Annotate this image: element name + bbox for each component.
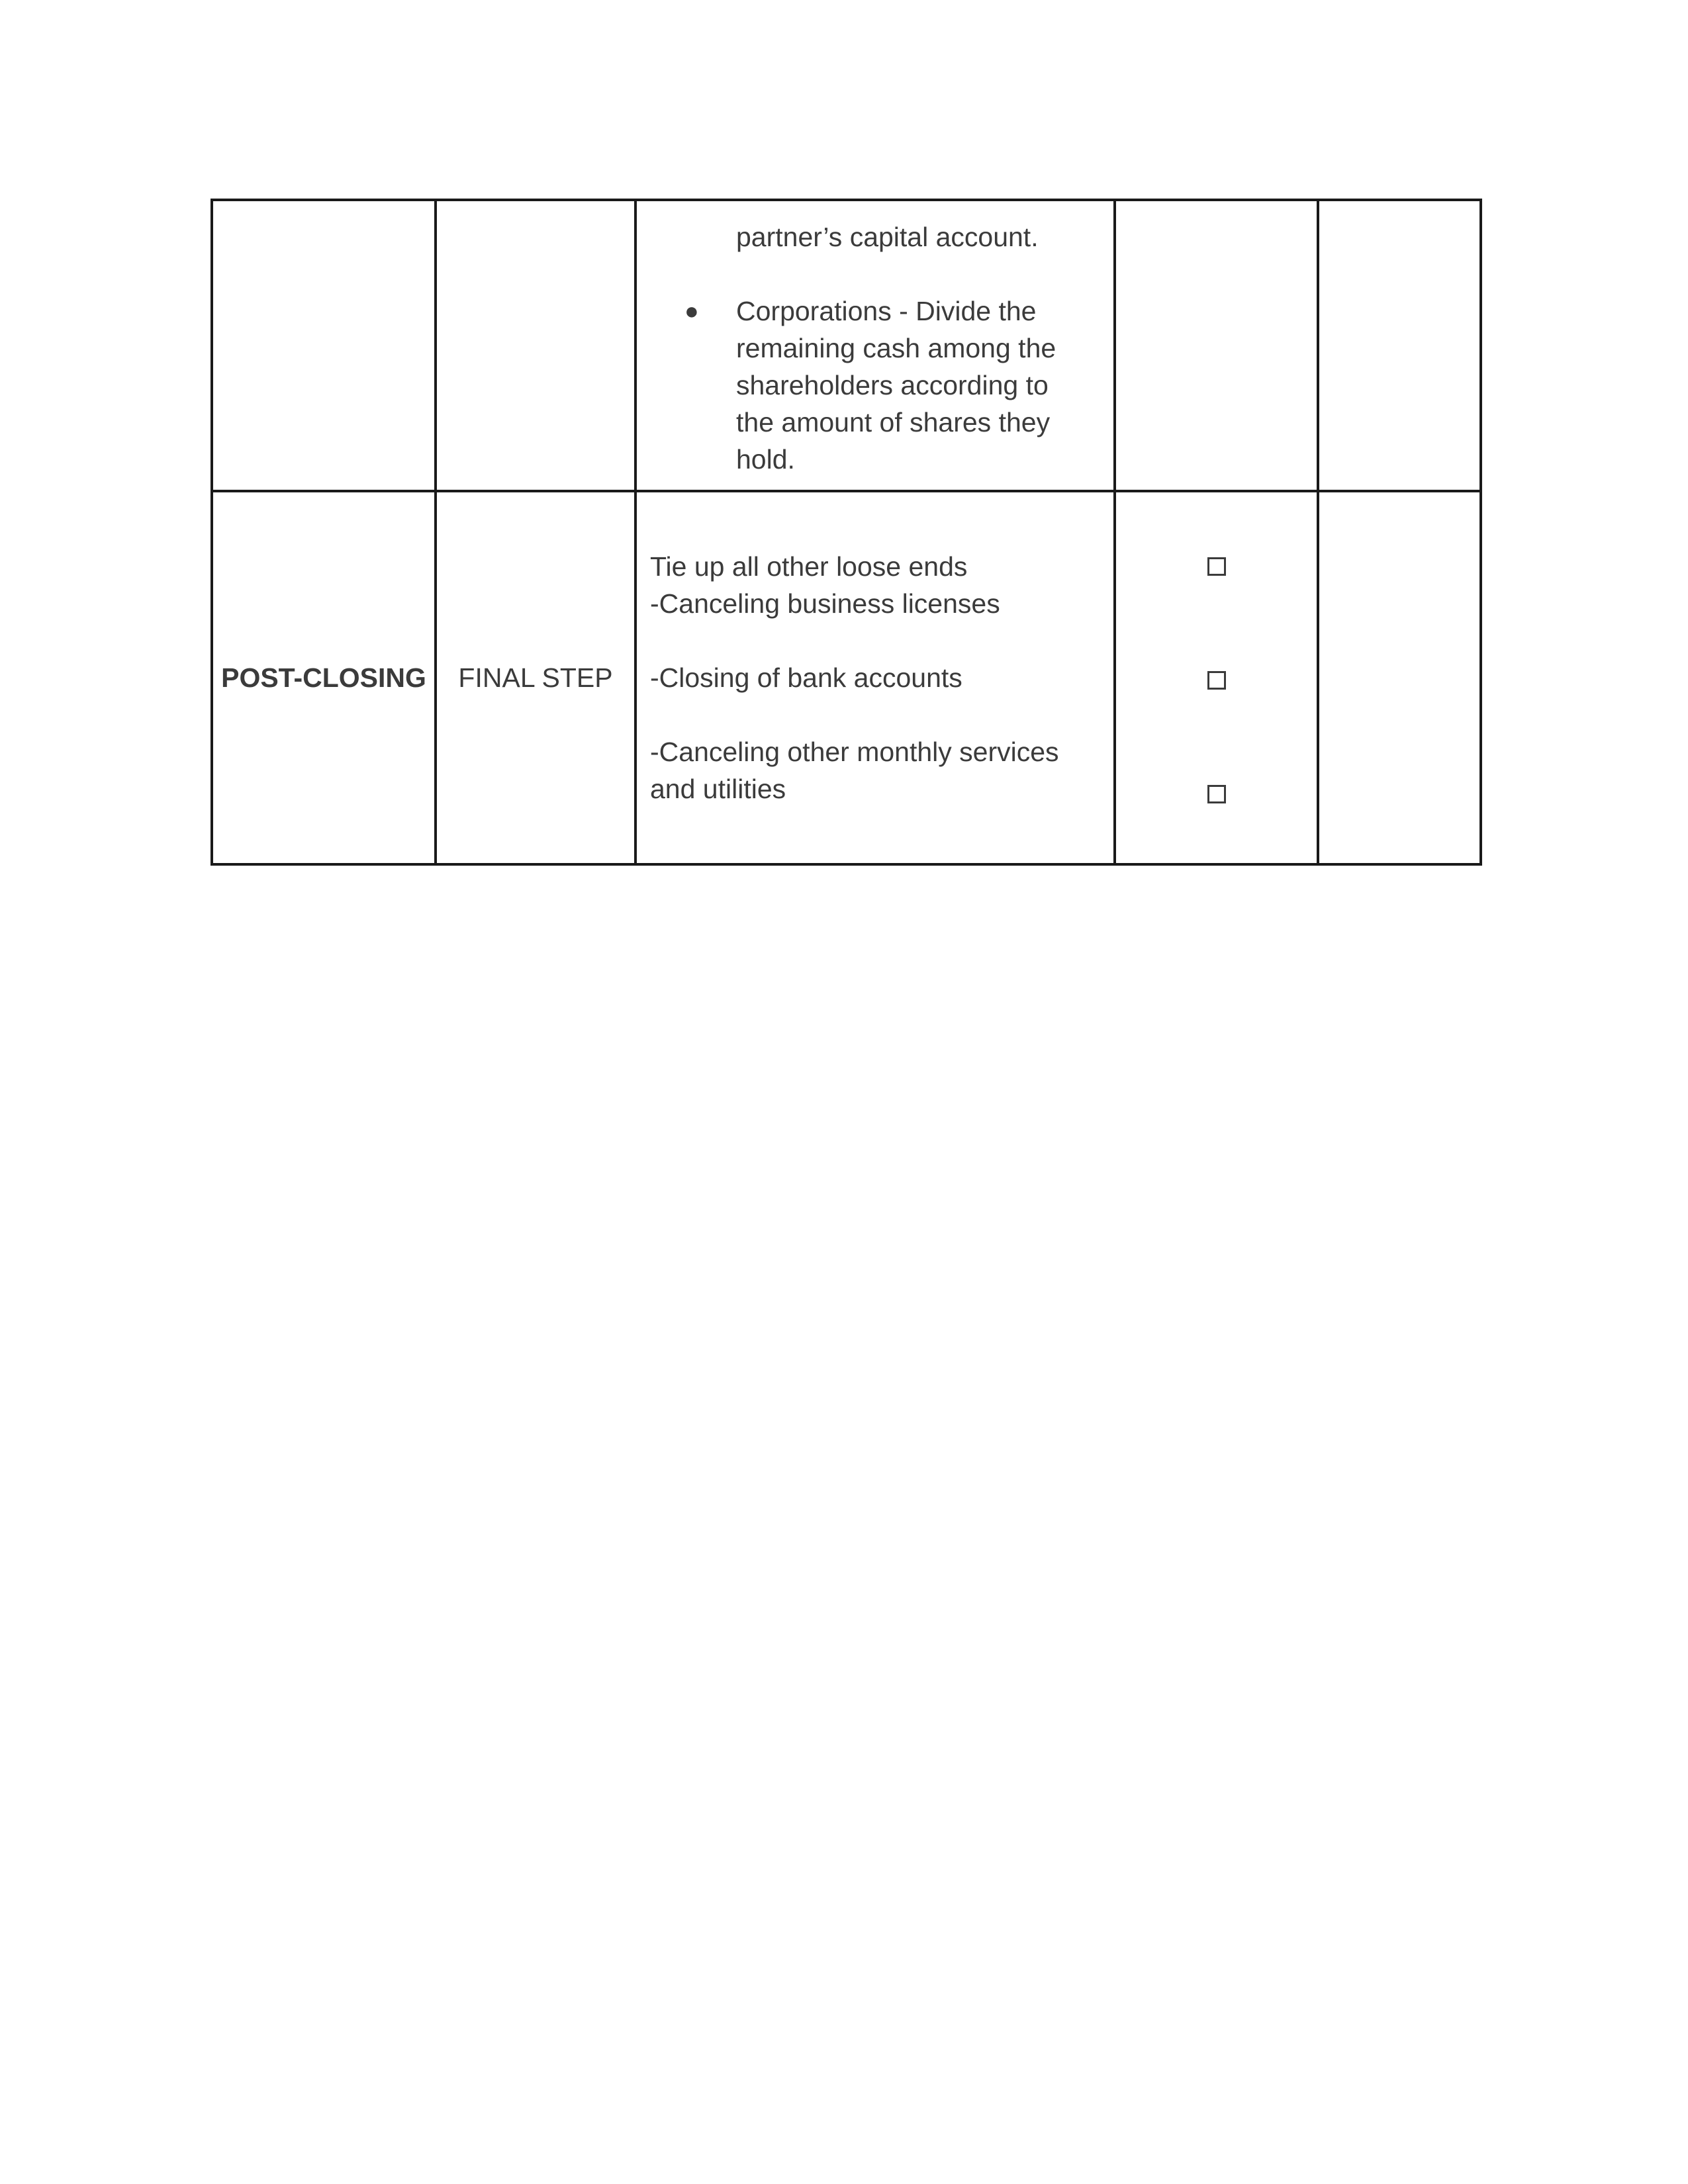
task-line: Tie up all other loose ends [650,551,968,582]
phase-cell-empty [212,200,436,491]
notes-cell [1318,491,1481,864]
checkbox-cell [1115,491,1318,864]
task-line: -Closing of bank accounts [650,662,962,693]
continued-text: partner’s capital account. [736,222,1039,252]
step-label: FINAL STEP [458,662,613,693]
step-cell-empty [436,200,635,491]
bullet-list [684,293,1094,478]
phase-cell [212,491,436,864]
step-cell [436,491,635,864]
task-description-cell [635,200,1115,491]
task-checkbox[interactable] [1207,557,1226,576]
task-line: -Canceling business licenses [650,588,1000,619]
table-row-post-closing [212,491,1481,864]
checkbox-cell-empty [1115,200,1318,491]
list-item [684,293,1094,478]
bullet-text: Corporations - Divide the remaining cash among the shareholders according to the amount of shares they hold. [736,296,1056,475]
notes-cell-empty [1318,200,1481,491]
task-checkbox[interactable] [1207,671,1226,690]
task-line: -Canceling other monthly services and utilities [650,737,1059,804]
bullet-icon: ● [684,297,699,324]
checklist-table [211,199,1482,866]
phase-label: POST-CLOSING [221,662,426,693]
table-row-continued [212,200,1481,491]
task-checkbox[interactable] [1207,785,1226,803]
tasks-cell [635,491,1115,864]
